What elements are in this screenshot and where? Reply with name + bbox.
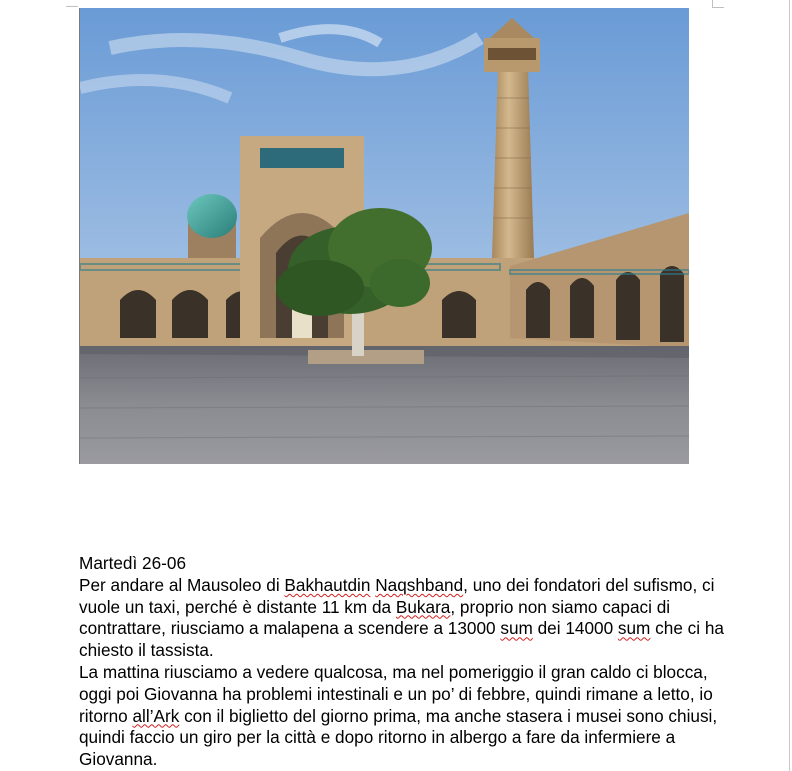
misspelled-word: sum	[617, 618, 651, 639]
text-run: dei 14000	[532, 618, 618, 639]
text-run: La mattina riusciamo a vedere qualcosa, ma nel pomeriggio il gran caldo ci blocca, oggi poi Giovanna ha problemi intestinali e un po’ di febbre, quindi rimane a letto, io ritorno	[79, 661, 713, 726]
page-edge	[789, 0, 790, 771]
misspelled-word: Naqshband	[375, 574, 464, 595]
text-run: con il biglietto del giorno prima, ma anche stasera i musei sono chiusi, quindi faccio un giro per la città e dopo ritorno in albergo a fare da infermiere a Giovanna.	[79, 705, 718, 770]
paragraph-mausoleum	[79, 575, 729, 662]
margin-corner-mark	[66, 6, 78, 7]
misspelled-word: Bukara	[395, 596, 451, 617]
paragraph-afternoon	[79, 662, 729, 771]
text-run: Per andare al Mausoleo di	[79, 574, 285, 595]
embedded-photo[interactable]	[79, 8, 689, 464]
misspelled-word: Bakhautdin	[284, 574, 371, 595]
margin-corner-mark	[712, 0, 724, 8]
misspelled-word: all’Ark	[132, 705, 180, 726]
journal-text[interactable]	[79, 553, 729, 771]
misspelled-word: sum	[500, 618, 533, 639]
text-run: , uno dei fondatori del sufismo, ci vuole un taxi, perché è distante 11 km da	[79, 574, 715, 617]
photo-bukhara-kalon-mosque	[80, 8, 689, 464]
entry-date-heading: Martedì 26-06	[79, 553, 187, 573]
text-run: , proprio non siamo capaci di contrattare, riusciamo a malapena a scendere a 13000	[79, 596, 671, 639]
text-run: che ci ha chiesto il tassista.	[79, 618, 724, 661]
